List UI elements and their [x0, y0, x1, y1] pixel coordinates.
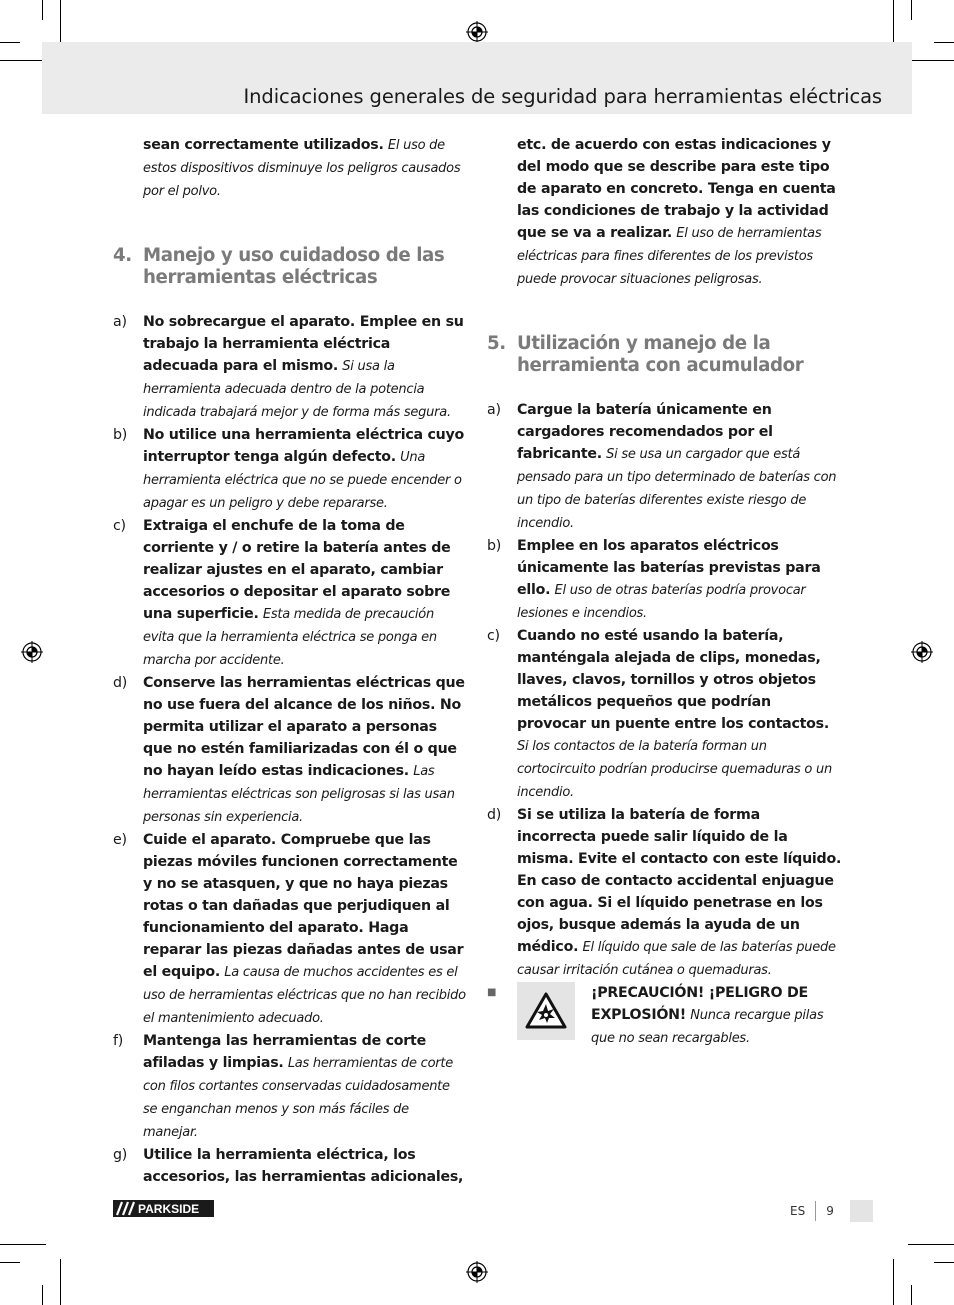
list-item	[113, 1030, 467, 1144]
list-item	[113, 311, 467, 424]
item-bold: Emplee en los aparatos eléctricos únicamente las baterías previstas para ello.	[517, 538, 821, 598]
crop-mark	[60, 0, 61, 46]
crop-mark	[0, 60, 46, 61]
item-bold: Utilice la herramienta eléctrica, los accesorios, las herramientas adicionales,	[143, 1147, 464, 1185]
registration-mark-icon	[911, 641, 933, 663]
item-bold: Cuando no esté usando la batería, manténgala alejada de clips, monedas, llaves, clavos, tornillos y otros objetos metálicos pequeños que podrían provocar un puente entre los contactos.	[517, 628, 829, 732]
item-bold: Extraiga el enchufe de la toma de corriente y / o retire la batería antes de realizar ajustes en el aparato, cambiar accesorios o depositar el aparato sobre una superficie.	[143, 518, 451, 622]
list-item	[113, 1144, 467, 1188]
page-number: 9	[826, 1204, 834, 1218]
item-italic: El líquido que sale de las baterías puede causar irritación cutánea o quemaduras.	[517, 940, 836, 978]
warning-italic: Nunca recargue pilas que no sean recargables.	[591, 1008, 824, 1046]
item-label: d)	[487, 807, 502, 823]
section-heading	[487, 333, 843, 377]
registration-mark-icon	[466, 1261, 488, 1283]
registration-mark-icon	[21, 641, 43, 663]
parkside-logo	[113, 1200, 214, 1221]
item-italic: Una herramienta eléctrica que no se puede encender o apagar es un peligro y debe repararse.	[143, 450, 462, 511]
explosion-warning-icon	[517, 982, 575, 1040]
item-label: a)	[113, 314, 127, 330]
page-title: Indicaciones generales de seguridad para herramientas eléctricas	[243, 85, 882, 108]
list-item	[113, 829, 467, 1030]
crop-mark	[0, 42, 20, 43]
crop-mark	[908, 1244, 954, 1245]
item-bold: No sobrecargue el aparato. Emplee en su trabajo la herramienta eléctrica adecuada para el mismo.	[143, 314, 464, 374]
crop-mark	[0, 1262, 20, 1263]
item-italic: Las herramientas eléctricas son peligrosas si las usan personas sin experiencia.	[143, 764, 455, 825]
crop-mark	[934, 42, 954, 43]
section-number: 5.	[487, 333, 506, 354]
list-item	[487, 399, 843, 535]
warning-bullet: ■	[487, 987, 497, 998]
item-bold: Cargue la batería únicamente en cargadores recomendados por el fabricante.	[517, 402, 773, 462]
item-label: f)	[113, 1033, 124, 1049]
crop-mark	[911, 0, 912, 20]
item-bold: Conserve las herramientas eléctricas que no use fuera del alcance de los niños. No permita utilizar el aparato a personas que no estén familiarizadas con él o que no hayan leído estas indicaciones.	[143, 675, 465, 779]
divider	[815, 1201, 816, 1221]
intro-bold: sean correctamente utilizados.	[143, 137, 384, 153]
item-bold: Cuide el aparato. Compruebe que las piezas móviles funcionen correctamente y no se atasquen, y que no haya piezas rotas o tan dañadas que perjudiquen al funcionamiento del aparato. Haga reparar las piezas dañadas antes de usar el equipo.	[143, 832, 464, 980]
intro-paragraph	[487, 134, 843, 291]
crop-mark	[0, 1244, 46, 1245]
item-label: g)	[113, 1147, 128, 1163]
section-number: 4.	[113, 245, 132, 266]
item-italic: Si se usa un cargador que está pensado para un tipo determinado de baterías con un tipo de baterías diferentes existe riesgo de incendio.	[517, 447, 837, 531]
item-bold: Mantenga las herramientas de corte afiladas y limpias.	[143, 1033, 426, 1071]
language-code: ES	[790, 1204, 806, 1218]
item-bold: Si se utiliza la batería de forma incorrecta puede salir líquido de la misma. Evite el contacto con este líquido. En caso de contacto accidental enjuague con agua. Si el líquido penetrase en los ojos, busque además la ayuda de un médico.	[517, 807, 842, 955]
crop-mark	[42, 0, 43, 20]
list-item	[113, 515, 467, 672]
list-item	[113, 424, 467, 515]
section-title: Utilización y manejo de la herramienta con acumulador	[517, 333, 804, 376]
intro-bold: etc. de acuerdo con estas indicaciones y del modo que se describe para este tipo de aparato en concreto. Tenga en cuenta las condiciones de trabajo y la actividad que se va a realizar.	[517, 137, 836, 241]
registration-mark-icon	[466, 21, 488, 43]
item-bold: No utilice una herramienta eléctrica cuyo interruptor tenga algún defecto.	[143, 427, 465, 465]
intro-italic: El uso de estos dispositivos disminuye los peligros causados por el polvo.	[143, 138, 461, 199]
item-label: d)	[113, 675, 128, 691]
list-item	[487, 804, 843, 982]
item-label: e)	[113, 832, 127, 848]
list-item	[487, 625, 843, 804]
item-label: c)	[487, 628, 500, 644]
intro-italic: El uso de herramientas eléctricas para fines diferentes de los previstos puede provocar situaciones peligrosas.	[517, 226, 822, 287]
page-footer	[790, 1200, 834, 1222]
intro-paragraph	[113, 134, 467, 203]
item-label: b)	[113, 427, 128, 443]
item-label: a)	[487, 402, 501, 418]
item-italic: Si usa la herramienta adecuada dentro de la potencia indicada trabajará mejor y de forma más segura.	[143, 359, 451, 420]
brand-text: PARKSIDE	[138, 1202, 200, 1216]
crop-mark	[893, 1259, 894, 1305]
crop-mark	[911, 1285, 912, 1305]
crop-mark	[934, 1262, 954, 1263]
warning-bold: ¡PRECAUCIÓN! ¡PELIGRO DE EXPLOSIÓN!	[591, 985, 808, 1023]
item-italic: Esta medida de precaución evita que la herramienta eléctrica se ponga en marcha por accidente.	[143, 607, 437, 668]
crop-mark	[908, 60, 954, 61]
left-column	[113, 134, 467, 1188]
item-italic: El uso de otras baterías podría provocar lesiones e incendios.	[517, 583, 806, 621]
list-item	[487, 535, 843, 625]
item-italic: Si los contactos de la batería forman un cortocircuito podrían producirse quemaduras o un incendio.	[517, 739, 832, 800]
item-italic: Las herramientas de corte con filos cortantes conservadas cuidadosamente se enganchan menos y son más fáciles de manejar.	[143, 1056, 453, 1140]
crop-mark	[893, 0, 894, 46]
list-item	[113, 672, 467, 829]
warning-block	[487, 982, 843, 1050]
item-italic: La causa de muchos accidentes es el uso de herramientas eléctricas que no han recibido el mantenimiento adecuado.	[143, 965, 466, 1026]
right-column	[487, 134, 843, 1050]
item-label: b)	[487, 538, 502, 554]
crop-mark	[60, 1259, 61, 1305]
section-title: Manejo y uso cuidadoso de las herramientas eléctricas	[143, 245, 445, 288]
item-label: c)	[113, 518, 126, 534]
crop-mark	[42, 1285, 43, 1305]
page-tab	[850, 1200, 873, 1222]
section-heading	[113, 245, 467, 289]
